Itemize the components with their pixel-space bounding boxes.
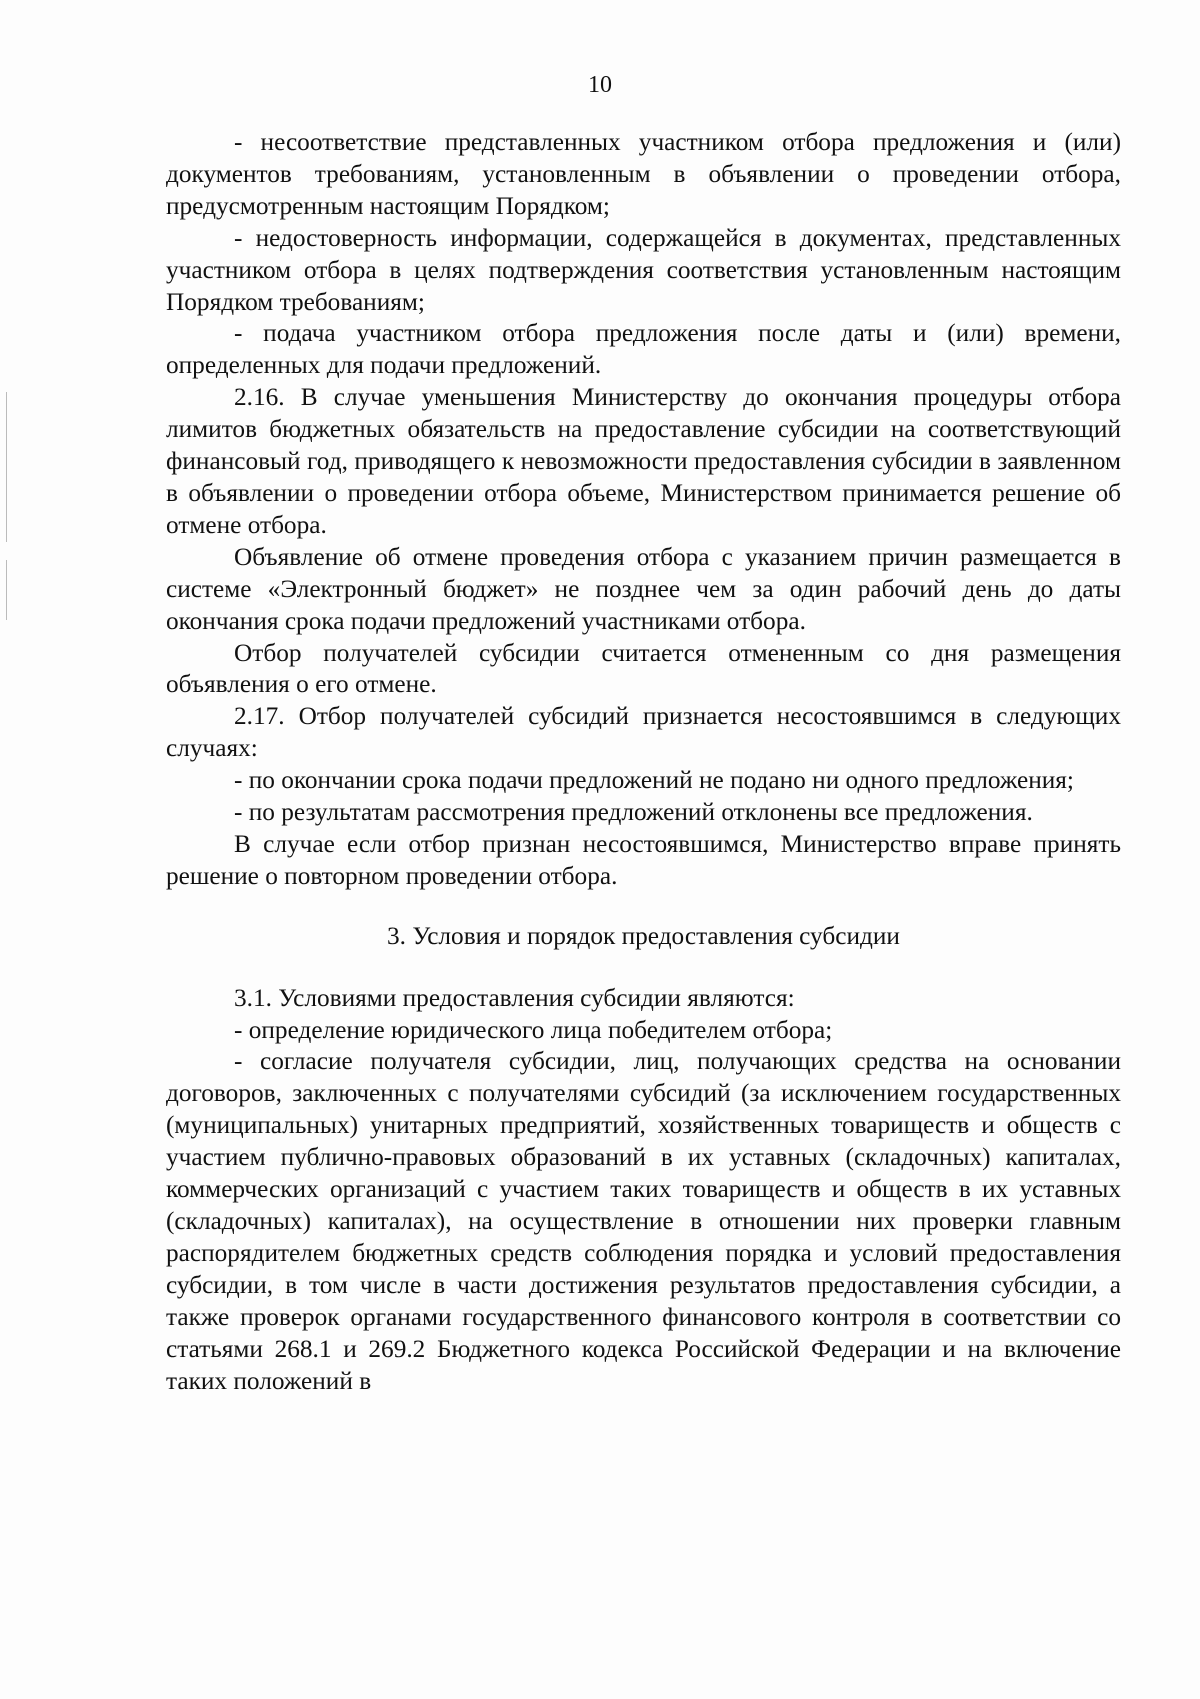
paragraph: 2.17. Отбор получателей субсидий признается несостоявшимся в следующих случаях: bbox=[166, 702, 1121, 763]
paragraph: - несоответствие представленных участником отбора предложения и (или) документов требованиям, установленным в объявлении о проведении отбора, предусмотренным настоящим Порядком; bbox=[166, 128, 1121, 220]
paragraph: - по окончании срока подачи предложений не подано ни одного предложения; bbox=[234, 766, 1074, 795]
paragraph: Объявление об отмене проведения отбора с указанием причин размещается в системе «Электронный бюджет» не позднее чем за один рабочий день до даты окончания срока подачи предложений участниками отбора. bbox=[166, 542, 1121, 635]
section-heading: 3. Условия и порядок предоставления субсидии bbox=[387, 921, 900, 950]
paragraph: - согласие получателя субсидии, лиц, получающих средства на основании договоров, заключенных с получателями субсидий (за исключением государственных (муниципальных) унитарных предприятий, хозяйственных товариществ и обществ с участием публично-правовых образований в их уставных (складочных) капиталах, коммерческих организаций с участием таких товариществ и обществ в их уставных (складочных) капиталах), на осуществление в отношении них проверки главным распорядителем бюджетных средств соблюдения порядка и условий предоставления субсидии, в том числе в части достижения результатов предоставления субсидии, а также проверок органами государственного финансового контроля в соответствии со статьями 268.1 и 269.2 Бюджетного кодекса Российской Федерации и на включение таких положений в bbox=[166, 1047, 1121, 1395]
paragraph: Отбор получателей субсидии считается отмененным со дня размещения объявления о его отмене. bbox=[166, 638, 1121, 699]
paragraph: - по результатам рассмотрения предложений отклонены все предложения. bbox=[234, 798, 1033, 827]
paragraph: - недостоверность информации, содержащейся в документах, представленных участником отбора в целях подтверждения соответствия установленным настоящим Порядком требованиям; bbox=[166, 223, 1121, 316]
paragraph: 3.1. Условиями предоставления субсидии являются: bbox=[234, 983, 795, 1012]
paragraph: - определение юридического лица победителем отбора; bbox=[234, 1015, 833, 1044]
page-number: 10 bbox=[588, 72, 612, 98]
paragraph: 2.16. В случае уменьшения Министерству до окончания процедуры отбора лимитов бюджетных обязательств на предоставление субсидии на соответствующий финансовый год, приводящего к невозможности предоставления субсидии в заявленном в объявлении о проведении отбора объеме, Министерством принимается решение об отмене отбора. bbox=[166, 383, 1121, 539]
paragraph: - подача участником отбора предложения после даты и (или) времени, определенных для подачи предложений. bbox=[166, 319, 1121, 380]
scan-margin-line bbox=[6, 392, 7, 542]
scan-margin-line bbox=[6, 560, 7, 620]
paragraph: В случае если отбор признан несостоявшимся, Министерство вправе принять решение о повторном проведении отбора. bbox=[166, 829, 1121, 890]
document-body bbox=[166, 127, 1121, 1397]
